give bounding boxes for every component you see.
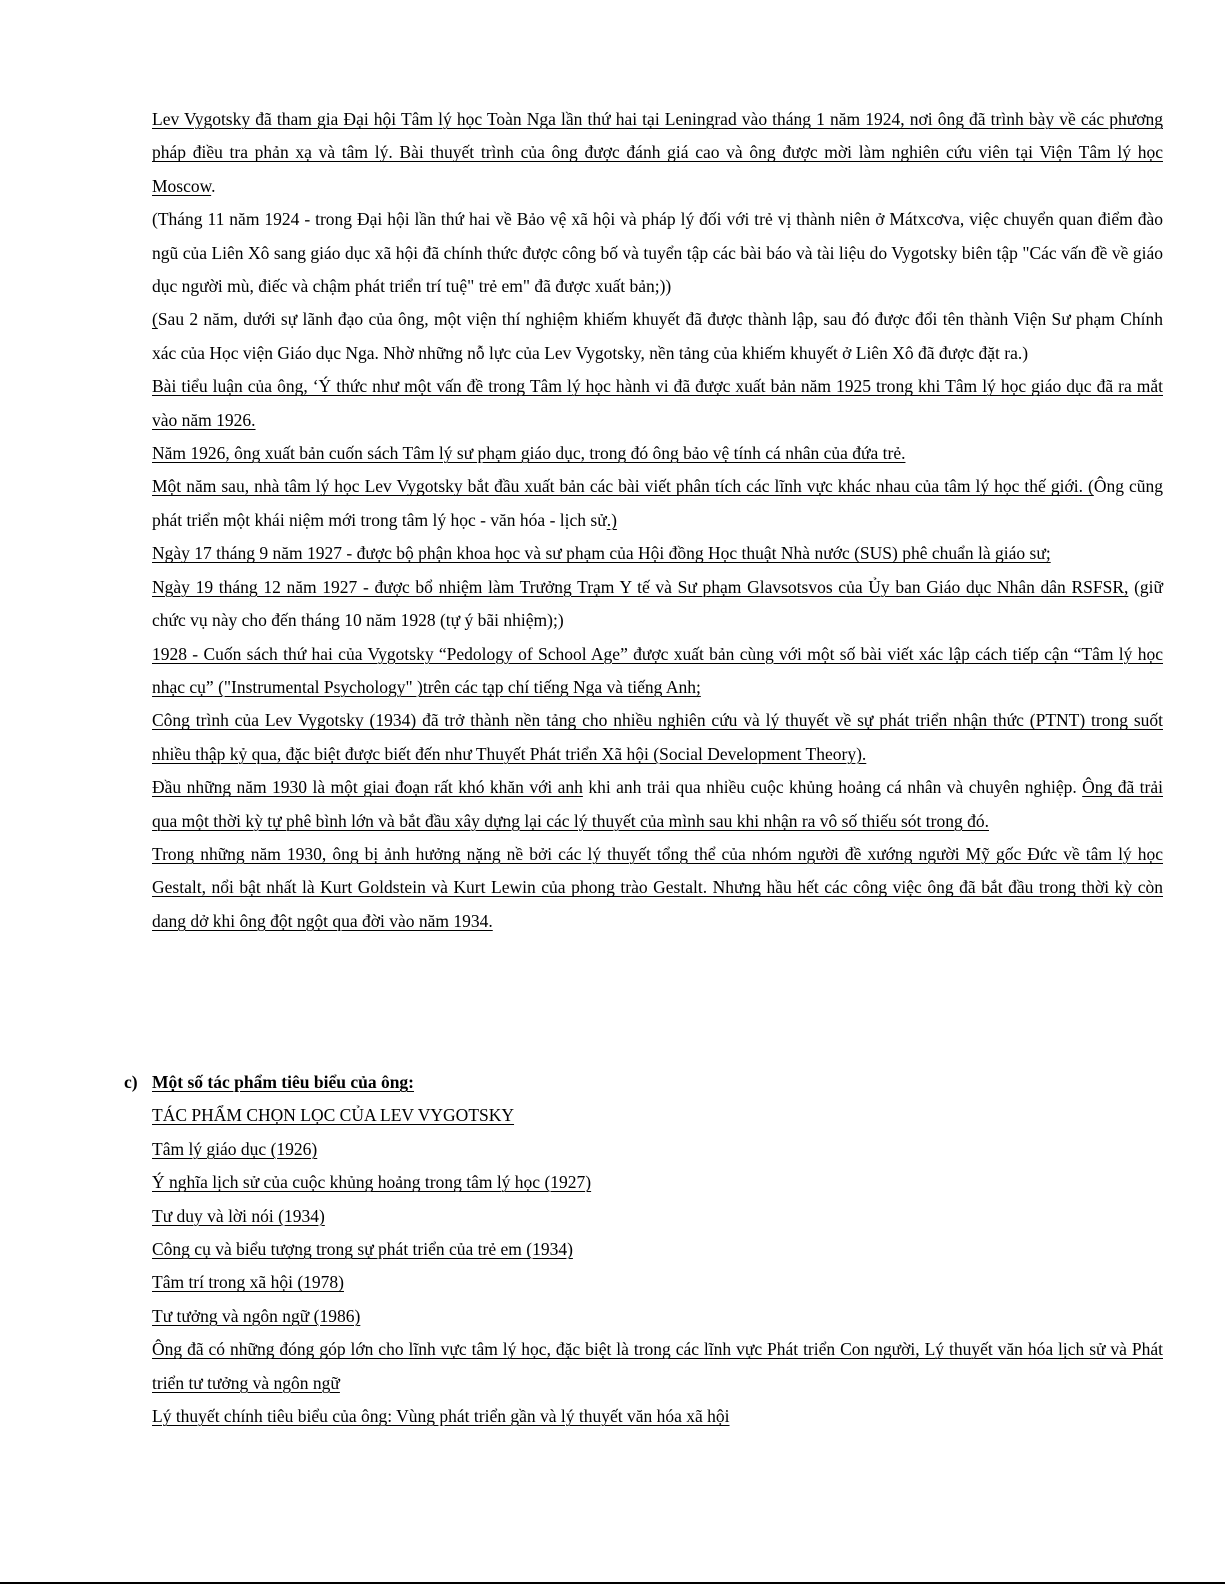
- list-item-text: Tâm lý giáo dục (1926): [152, 1138, 318, 1159]
- list-item: [152, 1400, 1163, 1433]
- list-item-text: Tư duy và lời nói (1934): [152, 1205, 325, 1226]
- paragraph-1926-book: [152, 437, 1163, 470]
- paragraph-nov-1924: [152, 203, 1163, 303]
- section-title: Một số tác phẩm tiêu biểu của ông:: [152, 1072, 415, 1092]
- text-run: Một năm sau, nhà tâm lý học Lev Vygotsky bắt đầu xuất bản các bài viết phân tích các lĩnh vực khác nhau của tâm lý học thế giới. (: [152, 476, 1094, 497]
- text-run: Công trình của Lev Vygotsky (1934) đã trở thành nền tảng cho nhiều nghiên cứu và lý thuyết về sự phát triển nhận thức (PTNT) trong suốt nhiều thập kỷ qua, đặc biệt được biết đến như Thuyết Phát triển Xã hội (Social Development Theory).: [152, 710, 1163, 764]
- text-run: Ngày 19 tháng 12 năm 1927 - được bổ nhiệm làm Trưởng Trạm Y tế và Sư phạm Glavsotsvos của Ủy ban Giáo dục Nhân dân RSFSR,: [152, 576, 1129, 597]
- text-run: Đầu những năm 1930 là một giai đoạn rất khó khăn với anh: [152, 777, 583, 798]
- text-run: (giữ chức vụ này cho đến tháng 10 năm 1928 (tự ý bãi nhiệm);): [152, 576, 1163, 631]
- text-run: 1928 - Cuốn sách thứ hai của Vygotsky “Pedology of School Age” được xuất bản cùng với một số bài viết xác lập cách tiếp cận “Tâm lý học nhạc cụ” ("Instrumental Psychology" )trên các tạp chí tiếng Nga và tiếng Anh;: [152, 643, 1163, 697]
- list-item-text: Lý thuyết chính tiêu biểu của ông: Vùng phát triển gần và lý thuyết văn hóa xã hội: [152, 1406, 730, 1427]
- text-run: Ngày 17 tháng 9 năm 1927 - được bộ phận khoa học và sư phạm của Hội đồng Học thuật Nhà nước (SUS) phê chuẩn là giáo sư;: [152, 543, 1051, 564]
- text-run: Ông cũng phát triển một khái niệm mới trong tâm lý học - văn hóa - lịch sử: [152, 476, 1163, 530]
- section-label: c): [124, 1072, 138, 1092]
- paragraph-gestalt: [152, 838, 1163, 938]
- text-run: Năm 1926, ông xuất bản cuốn sách Tâm lý sư phạm giáo dục, trong đó ông bảo vệ tính cá nhân của đứa trẻ.: [152, 443, 906, 464]
- list-item: [152, 1333, 1163, 1400]
- list-item: [152, 1300, 1163, 1333]
- paragraph-1924-congress: [152, 103, 1163, 203]
- list-item: [152, 1233, 1163, 1266]
- list-item: [152, 1200, 1163, 1233]
- paragraph-dec-1927: [152, 571, 1163, 638]
- paragraph-1927-articles: [152, 470, 1163, 537]
- list-item: [152, 1099, 1163, 1132]
- list-item-text: TÁC PHẨM CHỌN LỌC CỦA LEV VYGOTSKY: [152, 1105, 515, 1126]
- list-item: [152, 1166, 1163, 1199]
- list-item: [152, 1133, 1163, 1166]
- list-item: [152, 1266, 1163, 1299]
- text-run: Ông đã trải qua một thời kỳ tự phê bình lớn và bắt đầu xây dựng lại các lý thuyết của mình sau khi nhận ra vô số thiếu sót trong đó.: [152, 777, 1163, 831]
- text-run: (: [152, 309, 158, 330]
- works-list: [152, 1099, 1163, 1433]
- works-section: [124, 1066, 1164, 1433]
- paragraph-1928-book: [152, 638, 1163, 705]
- list-item-text: Ông đã có những đóng góp lớn cho lĩnh vực tâm lý học, đặc biệt là trong các lĩnh vực Phát triển Con người, Lý thuyết văn hóa lịch sử và Phát triển tư tưởng và ngôn ngữ: [152, 1339, 1163, 1393]
- section-heading: [124, 1066, 1164, 1099]
- page-bottom-rule: [0, 1582, 1225, 1584]
- list-item-text: Ý nghĩa lịch sử của cuộc khủng hoảng trong tâm lý học (1927): [152, 1172, 592, 1193]
- list-item-text: Công cụ và biểu tượng trong sự phát triển của trẻ em (1934): [152, 1239, 573, 1260]
- paragraph-1934-work: [152, 704, 1163, 771]
- paragraph-defect-institute: [152, 303, 1163, 370]
- text-run: Bài tiểu luận của ông, ‘Ý thức như một vấn đề trong Tâm lý học hành vi đã được xuất bản năm 1925 trong khi Tâm lý học giáo dục đã ra mắt vào năm 1926.: [152, 376, 1163, 430]
- text-run: (Tháng 11 năm 1924 - trong Đại hội lần thứ hai về Bảo vệ xã hội và pháp lý đối với trẻ vị thành niên ở Mátxcơva, việc chuyển quan điểm đào ngũ của Liên Xô sang giáo dục xã hội đã chính thức được công bố và tuyển tập các bài báo và tài liệu do Vygotsky biên tập "Các vấn đề về giáo dục người mù, điếc và chậm phát triển trí tuệ" trẻ em" đã được xuất bản;)): [152, 209, 1163, 297]
- paragraph-early-1930s: [152, 771, 1163, 838]
- paragraph-1925-essay: [152, 370, 1163, 437]
- list-item-text: Tư tưởng và ngôn ngữ (1986): [152, 1305, 361, 1326]
- list-item-text: Tâm trí trong xã hội (1978): [152, 1272, 344, 1293]
- paragraph-sep-1927: [152, 537, 1163, 570]
- text-run: Trong những năm 1930, ông bị ảnh hưởng nặng nề bởi các lý thuyết tổng thể của nhóm người đề xướng người Mỹ gốc Đức về tâm lý học Gestalt, nổi bật nhất là Kurt Goldstein và Kurt Lewin của phong trào Gestalt. Nhưng hầu hết các công việc ông đã bắt đầu trong thời kỳ còn dang dở khi ông đột ngột qua đời vào năm 1934.: [152, 843, 1163, 931]
- text-run: .): [606, 509, 617, 530]
- text-run: khi anh trải qua nhiều cuộc khủng hoảng cá nhân và chuyên nghiệp.: [582, 777, 1083, 798]
- text-run: Lev Vygotsky đã tham gia Đại hội Tâm lý học Toàn Nga lần thứ hai tại Leningrad vào tháng 1 năm 1924, nơi ông đã trình bày về các phương pháp điều tra phản xạ và tâm lý. Bài thuyết trình của ông được đánh giá cao và ông được mời làm nghiên cứu viên tại Viện Tâm lý học Moscow: [152, 109, 1163, 196]
- text-run: .: [211, 175, 216, 196]
- text-run: Sau 2 năm, dưới sự lãnh đạo của ông, một viện thí nghiệm khiếm khuyết đã được thành lập, sau đó được đổi tên thành Viện Sư phạm Chính xác của Học viện Giáo dục Nga. Nhờ những nỗ lực của Lev Vygotsky, nền tảng của khiếm khuyết ở Liên Xô đã được đặt ra.): [152, 309, 1163, 363]
- biography-text: [152, 103, 1163, 938]
